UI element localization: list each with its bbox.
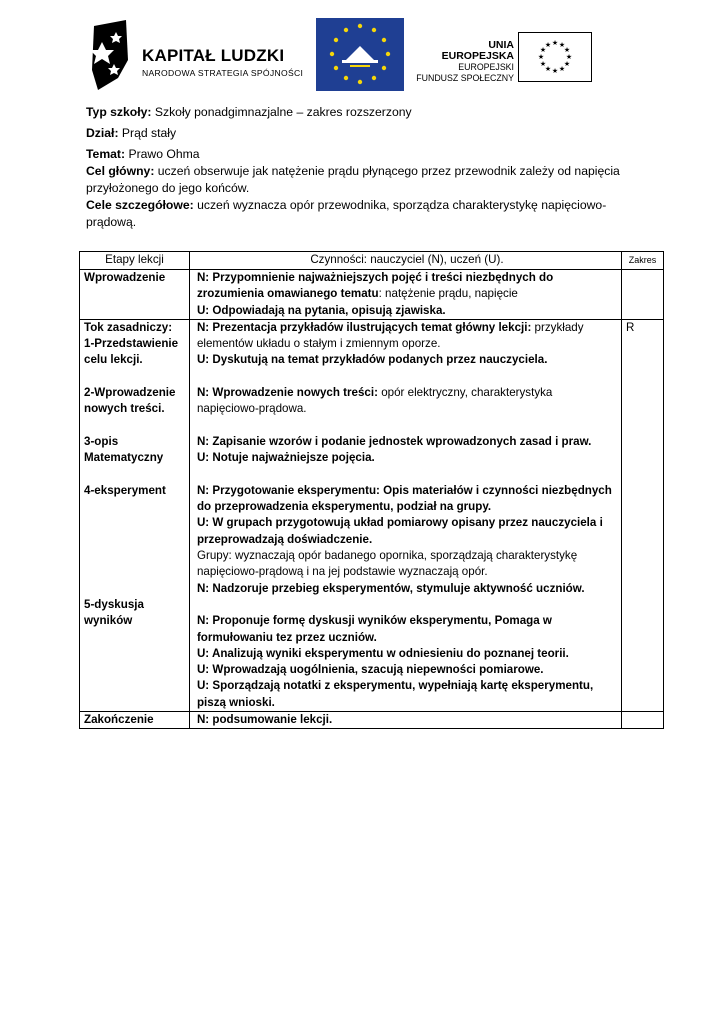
svg-text:★: ★ <box>551 39 559 47</box>
stage-main-3: 3-opis Matematyczny <box>84 434 164 465</box>
svg-text:★: ★ <box>565 53 573 61</box>
svg-text:★: ★ <box>539 46 547 54</box>
scope-ending <box>622 712 664 729</box>
activity-ending: N: podsumowanie lekcji. <box>189 712 621 729</box>
svg-text:★: ★ <box>558 41 566 49</box>
activity-block-4: N: Przygotowanie eksperymentu: Opis materiałów i czynności niezbędnych do przeprowadzenia eksperymentu, podział na grupy. U: W grupach przygotowują układ pomiarowy opisany przez nauczyciela i przeprowadzają doświadczenie. Grupy: wyznaczają opór badanego opornika, sporządzają charakterystykę napięciowo-prądową i na jej podstawie wyznaczają opór. N: Nadzoruje przebieg eksperymentów, stymuluje aktywność uczniów. <box>196 483 612 595</box>
svg-text:★: ★ <box>563 60 571 68</box>
stage-intro: Wprowadzenie <box>80 270 190 320</box>
logo-subtitle: NARODOWA STRATEGIA SPÓJNOŚCI <box>142 68 304 78</box>
activity-intro: N: Przypomnienie najważniejszych pojęć i treści niezbędnych do zrozumienia omawianego tematu: natężenie prądu, napięcie U: Odpowiadają na pytania, opisują zjawiska. <box>189 270 621 320</box>
activity-block-3: N: Zapisanie wzorów i podanie jednostek wprowadzonych zasad i praw. U: Notuje najważniejsze pojęcia. <box>196 434 592 465</box>
stage-main-5: 5-dyskusja wyników <box>84 597 144 628</box>
table-row <box>80 319 664 711</box>
activity-block-1: N: Prezentacja przykładów ilustrujących temat główny lekcji: przykłady elementów układu o stałym i zmiennym oporze. U: Dyskutują na temat przykładów podanych przez nauczyciela. <box>196 320 584 367</box>
section-line: Dział: Prąd stały <box>86 126 177 140</box>
main-goal-line: Cel główny: uczeń obserwuje jak natężenie prądu płynącego przez przewodnik zależy od napięcia przyłożonego do jego końców. <box>86 164 620 195</box>
eu-flag-icon <box>518 32 592 82</box>
eu-line-3: FUNDUSZ SPOŁECZNY <box>416 73 514 83</box>
stage-main-4: 4-eksperyment <box>84 483 166 497</box>
eu-line-2: EUROPEJSKI <box>458 62 514 72</box>
fundusze-europejskie-logo-icon <box>316 18 404 91</box>
header-stages: Etapy lekcji <box>80 252 190 270</box>
stage-main-1: Tok zasadniczy: 1-Przedstawienie celu lekcji. <box>84 320 179 367</box>
activity-block-5: N: Proponuje formę dyskusji wyników eksperymentu, Pomaga w formułowaniu tez przez uczniów. U: Analizują wyniki eksperymentu w odniesieniu do poznanej teorii. U: Wprowadzają uogólnienia, szacują niepewności pomiarowe. U: Sporządzają notatki z eksperymentu, wypełniają kartę eksperymentu, piszą wnioski. <box>196 614 594 709</box>
svg-text:★: ★ <box>563 46 571 54</box>
header-scope: Zakres <box>622 252 664 270</box>
kapital-ludzki-logo <box>88 20 308 92</box>
topic-line: Temat: Prawo Ohma <box>86 147 200 161</box>
lesson-info <box>86 104 646 231</box>
scope-main: R <box>622 319 664 711</box>
lesson-plan-table <box>79 251 664 729</box>
svg-text:★: ★ <box>551 67 559 75</box>
stage-main-2: 2-Wprowadzenie nowych treści. <box>84 386 176 416</box>
table-row <box>80 712 664 729</box>
table-row <box>80 270 664 320</box>
school-type-line: Typ szkoły: Szkoły ponadgimnazjalne – zakres rozszerzony <box>86 105 412 119</box>
eu-line-1: UNIA EUROPEJSKA <box>441 39 514 62</box>
svg-text:★: ★ <box>544 41 552 49</box>
svg-text:★: ★ <box>558 65 566 73</box>
stages-main <box>80 319 190 711</box>
activities-main <box>189 319 621 711</box>
svg-text:★: ★ <box>537 53 545 61</box>
activity-block-2: N: Wprowadzenie nowych treści: opór elektryczny, charakterystyka napięciowo-prądowa. <box>196 386 553 416</box>
header-activities: Czynności: nauczyciel (N), uczeń (U). <box>189 252 621 270</box>
logo-title: KAPITAŁ LUDZKI <box>142 46 285 65</box>
kapital-ludzki-emblem-icon <box>88 20 130 92</box>
eu-text-block <box>414 40 514 84</box>
svg-text:★: ★ <box>544 65 552 73</box>
scope-intro <box>622 270 664 320</box>
detail-goals-line: Cele szczegółowe: uczeń wyznacza opór przewodnika, sporządza charakterystykę napięciowo-prądową. <box>86 198 607 229</box>
svg-text:★: ★ <box>539 60 547 68</box>
stage-ending: Zakończenie <box>80 712 190 729</box>
table-header-row <box>80 252 664 270</box>
